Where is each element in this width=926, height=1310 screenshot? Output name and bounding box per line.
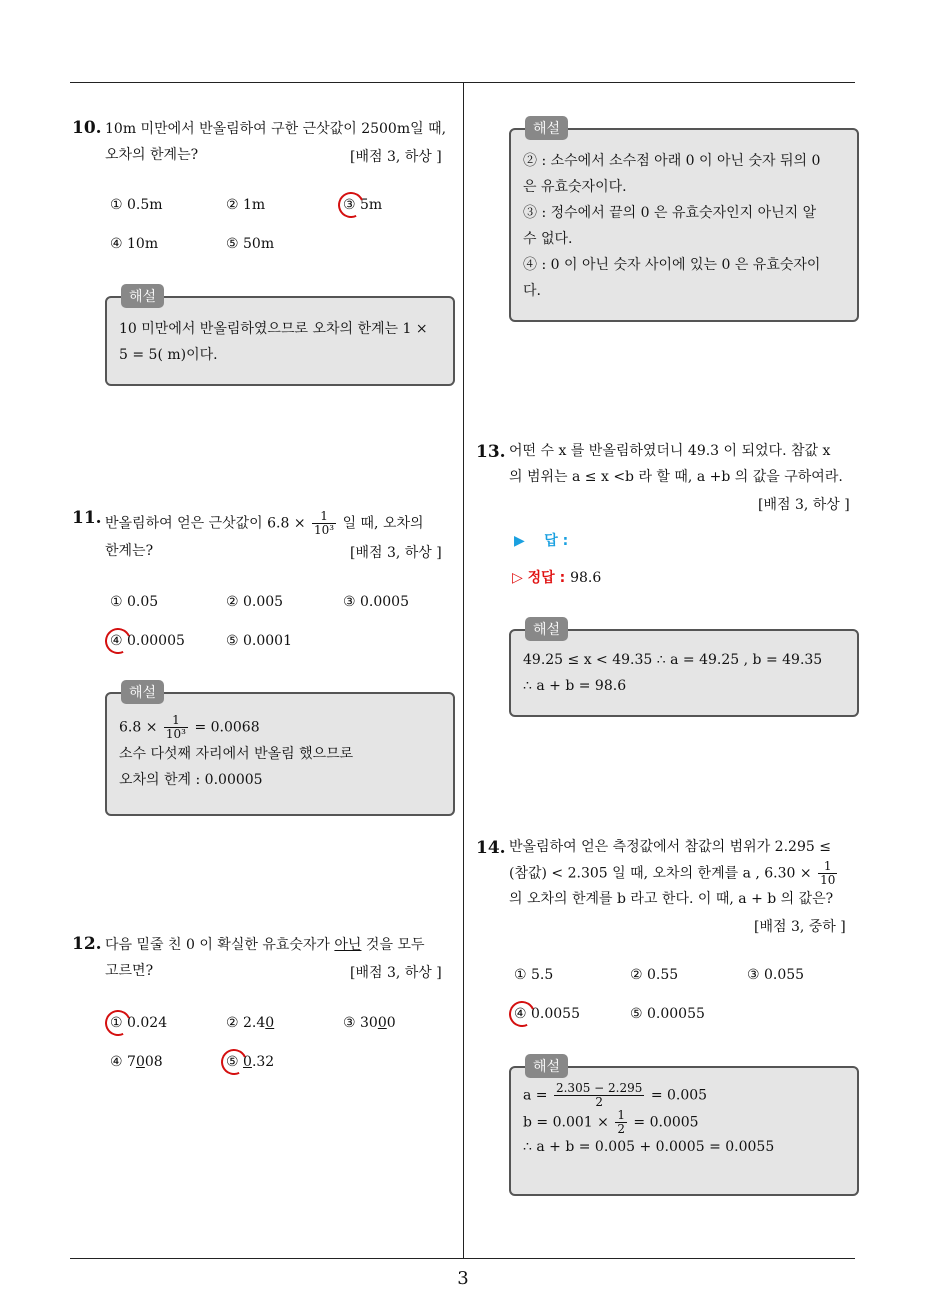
solution-text <box>523 1082 847 1158</box>
solution-box <box>509 1059 859 1196</box>
option-2[interactable] <box>226 1015 274 1031</box>
question-number: 12. <box>72 934 102 954</box>
solution-text <box>119 714 443 793</box>
frac-num: 2.305 − 2.295 <box>555 1081 643 1095</box>
option-4[interactable]: ④ 0.00005 <box>110 633 185 649</box>
option-4[interactable]: ④ 0.0055 <box>514 1006 580 1022</box>
option-3[interactable]: ③ 0.0005 <box>343 594 409 610</box>
frac-den: 10 <box>820 873 836 887</box>
option-mark: ④ <box>110 1054 123 1070</box>
option-3[interactable]: ③ 5m <box>343 197 383 213</box>
answer-mark-icon <box>101 624 134 657</box>
solution-tag: 해설 <box>121 680 164 704</box>
option-3[interactable]: ③ 0.055 <box>747 967 805 983</box>
option-2[interactable]: ② 0.55 <box>630 967 679 983</box>
fraction <box>164 714 188 741</box>
text-part: 0 <box>386 1015 396 1031</box>
solution-line <box>119 714 443 741</box>
solution-text <box>523 148 847 304</box>
option-mark: ⑤ <box>226 1054 239 1070</box>
play-arrow-icon: ▶ <box>514 533 525 549</box>
solution-line <box>523 1109 847 1136</box>
solution-box <box>509 622 859 717</box>
question-text-line2: 고르면? <box>105 963 154 979</box>
option-5[interactable]: ⑤ 0.0001 <box>226 633 292 649</box>
solution-box <box>105 685 455 816</box>
text-part: = 0.0005 <box>633 1114 699 1131</box>
solution-text <box>523 647 847 699</box>
option-4[interactable] <box>110 1054 163 1070</box>
option-5[interactable]: ⑤ 0.00055 <box>630 1006 705 1022</box>
text-part: .32 <box>251 1054 275 1070</box>
solution-line: 오차의 한계 : 0.00005 <box>119 772 263 788</box>
text-part: b = 0.001 × <box>523 1114 609 1131</box>
option-mark: ③ <box>343 1015 356 1031</box>
underlined-digit: 0 <box>243 1054 252 1070</box>
solution-text <box>119 316 443 368</box>
solution-line: ④ : 0 이 아닌 숫자 사이에 있는 0 은 유효숫자이 <box>523 257 821 273</box>
question-text-line1: 반올림하여 얻은 측정값에서 참값의 범위가 2.295 ≤ <box>509 839 831 855</box>
solution-box-q12 <box>509 121 859 322</box>
underlined-word: 아닌 <box>334 937 362 953</box>
question-text-line3: 의 오차의 한계를 b 라고 한다. 이 때, a + b 의 값은? <box>509 891 834 907</box>
option-3[interactable] <box>343 1015 396 1031</box>
frac-num: 1 <box>312 510 336 524</box>
frac-num: 1 <box>164 714 188 728</box>
solution-tag: 해설 <box>121 284 164 308</box>
correct-answer-row <box>512 567 601 587</box>
solution-line: 10 미만에서 반올림하였으므로 오차의 한계는 1 × <box>119 321 428 337</box>
text-part: = 0.0068 <box>194 719 260 736</box>
answer-mark-icon <box>334 188 367 221</box>
correct-label: 정답 : <box>527 570 566 586</box>
solution-line: 수 없다. <box>523 231 573 247</box>
option-1[interactable]: ① 0.5m <box>110 197 163 213</box>
text-part: 반올림하여 얻은 근삿값이 6.8 × <box>105 515 306 532</box>
question-text-line1 <box>105 932 424 958</box>
question-text-line2 <box>509 860 839 887</box>
page-number: 3 <box>457 1268 469 1289</box>
solution-line: ∴ a + b = 0.005 + 0.0005 = 0.0055 <box>523 1139 775 1155</box>
question-text-line2: 의 범위는 a ≤ x <b 라 할 때, a +b 의 값을 구하여라. <box>509 469 843 485</box>
answer-mark-icon <box>217 1045 250 1078</box>
question-text-line1: 어떤 수 x 를 반올림하였더니 49.3 이 되었다. 참값 x <box>509 443 831 459</box>
fraction <box>818 860 837 887</box>
correct-value: 98.6 <box>570 570 602 586</box>
text-part: 일 때, 오차의 <box>342 515 424 532</box>
question-number: 14. <box>476 838 506 858</box>
solution-line: 소수 다섯째 자리에서 반올림 했으므로 <box>119 746 354 762</box>
solution-tag: 해설 <box>525 116 568 140</box>
option-2[interactable]: ② 0.005 <box>226 594 284 610</box>
option-1[interactable]: ① 0.05 <box>110 594 159 610</box>
option-1[interactable]: ① 5.5 <box>514 967 554 983</box>
score-meta: [배점 3, 하상 ] <box>758 497 850 513</box>
outline-arrow-icon: ▷ <box>512 570 523 586</box>
bottom-rule <box>70 1258 855 1259</box>
fraction <box>554 1082 644 1109</box>
question-text-line2: 한계는? <box>105 543 154 559</box>
question-text-line2: 오차의 한계는? <box>105 147 199 163</box>
solution-line <box>523 1082 847 1109</box>
text-part: 6.8 × <box>119 719 158 736</box>
solution-tag: 해설 <box>525 617 568 641</box>
solution-tag: 해설 <box>525 1054 568 1078</box>
option-mark: ② <box>226 1015 239 1031</box>
fraction <box>615 1109 627 1136</box>
underlined-digit: 0 <box>377 1015 387 1031</box>
question-text-line1: 10m 미만에서 반올림하여 구한 근삿값이 2500m일 때, <box>105 121 447 137</box>
score-meta: [배점 3, 하상 ] <box>350 965 442 981</box>
score-meta: [배점 3, 하상 ] <box>350 149 442 165</box>
frac-den: 10³ <box>314 523 335 537</box>
text-part: 0.0 <box>127 1015 150 1031</box>
text-part: 24 <box>149 1015 168 1031</box>
text-part: 30 <box>360 1015 378 1031</box>
solution-box <box>105 289 455 386</box>
score-meta: [배점 3, 중하 ] <box>754 919 846 935</box>
text-part: (참값) < 2.305 일 때, 오차의 한계를 a , 6.30 × <box>509 865 812 882</box>
text-part: a = <box>523 1087 548 1104</box>
question-number: 11. <box>72 508 102 528</box>
text-part: 2.4 <box>243 1015 266 1031</box>
frac-den: 10³ <box>165 727 186 741</box>
option-4[interactable]: ④ 10m <box>110 236 159 252</box>
text-part: = 0.005 <box>650 1087 708 1104</box>
underlined-digit: 0 <box>135 1054 145 1070</box>
score-meta: [배점 3, 하상 ] <box>350 545 442 561</box>
answer-label: 답 : <box>544 533 569 549</box>
answer-mark-icon <box>101 1006 134 1039</box>
frac-den: 2 <box>595 1095 603 1109</box>
answer-input-row[interactable] <box>514 530 568 550</box>
solution-line: ③ : 정수에서 끝의 0 은 유효숫자인지 아닌지 알 <box>523 205 817 221</box>
frac-num: 1 <box>818 860 837 874</box>
question-number: 13. <box>476 442 506 462</box>
solution-line: 은 유효숫자이다. <box>523 179 627 195</box>
solution-line: ∴ a + b = 98.6 <box>523 678 627 694</box>
solution-line: ② : 소수에서 소수점 아래 0 이 아닌 숫자 뒤의 0 <box>523 153 821 169</box>
text-part: 08 <box>144 1054 163 1070</box>
option-2[interactable]: ② 1m <box>226 197 266 213</box>
fraction <box>312 510 336 537</box>
solution-line: 다. <box>523 283 541 299</box>
underlined-digit: 0 <box>265 1015 275 1031</box>
solution-line: 49.25 ≤ x < 49.35 ∴ a = 49.25 , b = 49.35 <box>523 652 823 668</box>
question-text-line1 <box>105 510 424 537</box>
option-5[interactable]: ⑤ 50m <box>226 236 275 252</box>
question-number: 10. <box>72 118 102 138</box>
text-part: 다음 밑줄 친 0 이 확실한 유효숫자가 <box>105 937 330 953</box>
answer-mark-icon <box>505 997 538 1030</box>
frac-den: 2 <box>617 1122 625 1136</box>
text-part: 것을 모두 <box>365 937 425 953</box>
column-divider <box>463 83 464 1259</box>
option-mark: ① <box>110 1015 123 1031</box>
text-part: 7 <box>127 1054 136 1070</box>
frac-num: 1 <box>617 1108 625 1122</box>
solution-line: 5 = 5( m)이다. <box>119 347 218 363</box>
